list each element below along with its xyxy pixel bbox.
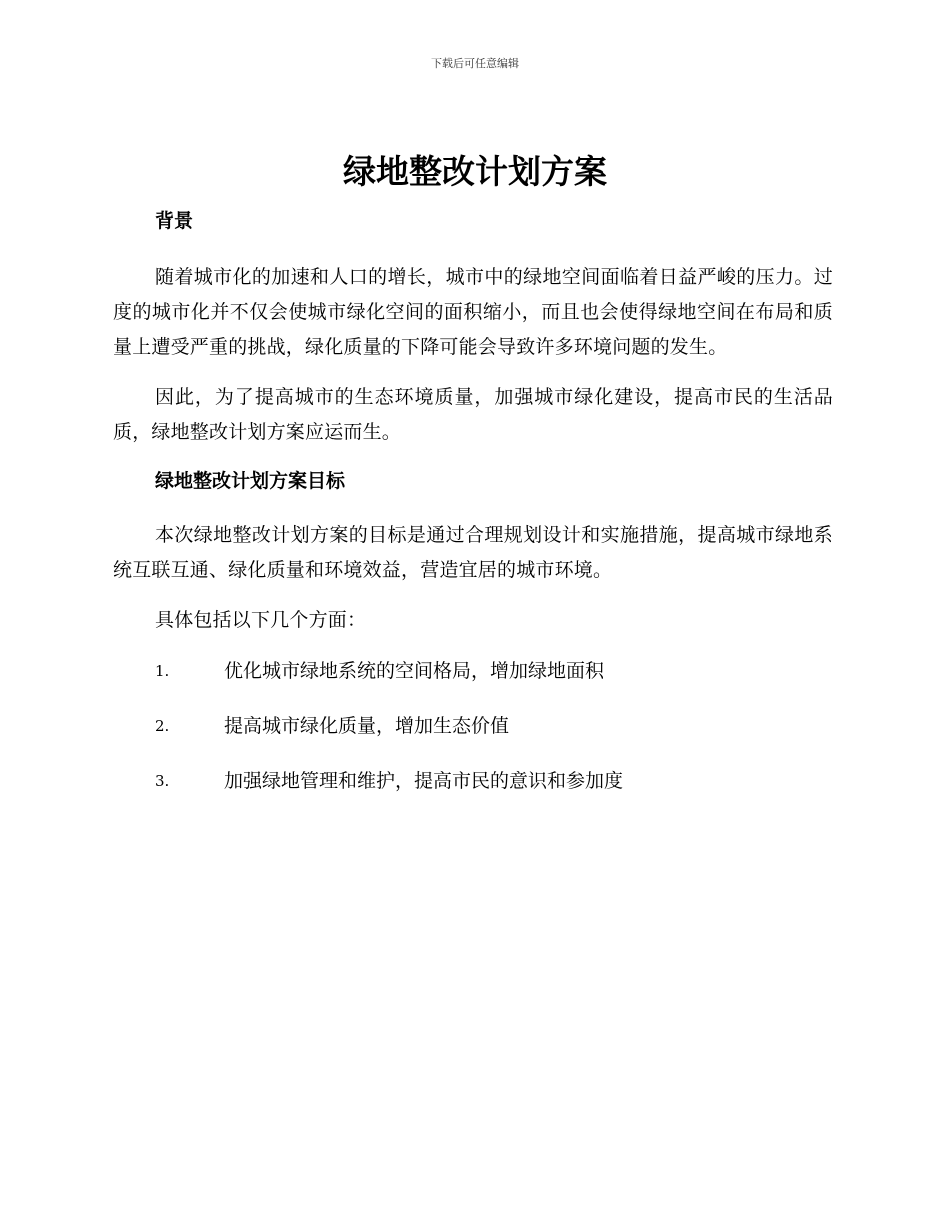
list-item-number: 3.: [155, 772, 170, 790]
goals-list: [113, 653, 833, 799]
paragraph: 随着城市化的加速和人口的增长，城市中的绿地空间面临着日益严峻的压力。过度的城市化并不仅会使城市绿化空间的面积缩小，而且也会使得绿地空间在布局和质量上遭受严重的挑战，绿化质量的下降可能会导致许多环境问题的发生。: [113, 266, 833, 358]
section-heading-goals: 绿地整改计划方案目标: [155, 470, 346, 492]
list-item: [113, 708, 833, 744]
list-item-text: 加强绿地管理和维护，提高市民的意识和参加度: [224, 770, 624, 792]
list-item-number: 1.: [155, 662, 170, 680]
paragraph: 本次绿地整改计划方案的目标是通过合理规划设计和实施措施，提高城市绿地系统互联互通、绿化质量和环境效益，营造宜居的城市环境。: [113, 524, 833, 581]
list-item-number: 2.: [155, 717, 170, 735]
paragraph: 因此，为了提高城市的生态环境质量，加强城市绿化建设，提高市民的生活品质，绿地整改计划方案应运而生。: [113, 386, 833, 443]
list-item-text: 优化城市绿地系统的空间格局，增加绿地面积: [224, 660, 605, 682]
list-item: [113, 763, 833, 799]
list-item-text: 提高城市绿化质量，增加生态价值: [224, 715, 510, 737]
paragraph: 具体包括以下几个方面：: [155, 609, 367, 631]
document-body: [113, 206, 833, 818]
section-heading-background: 背景: [155, 210, 194, 232]
document-title: 绿地整改计划方案: [343, 152, 607, 191]
list-item: [113, 653, 833, 689]
header-note: 下载后可任意编辑: [431, 57, 519, 70]
